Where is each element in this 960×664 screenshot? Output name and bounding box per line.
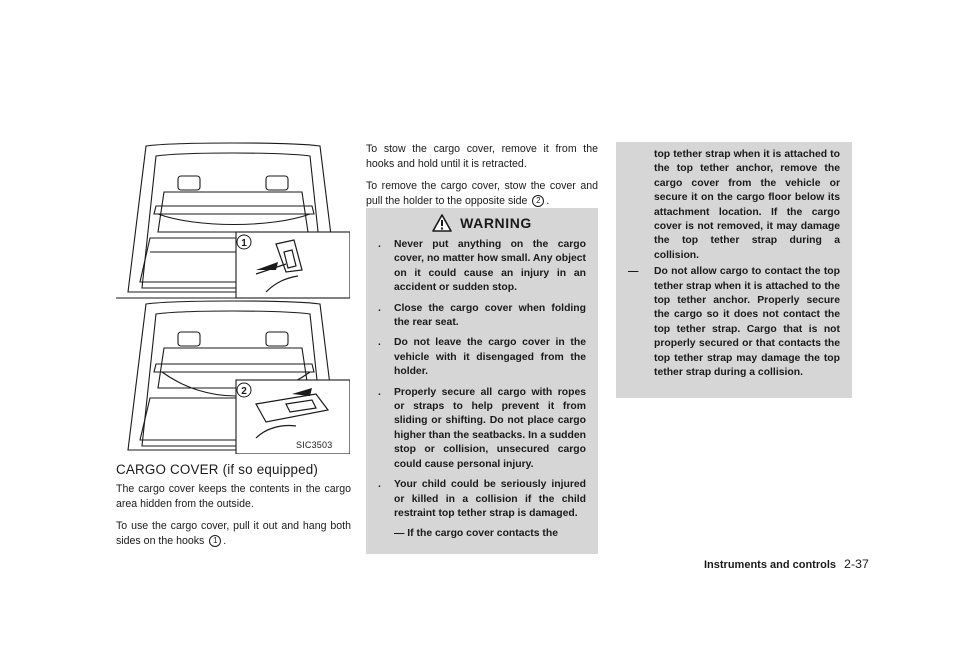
warning-title: WARNING bbox=[366, 208, 598, 238]
left-paragraph-2: To use the cargo cover, pull it out and hang both sides on the hooks 1 . bbox=[116, 520, 351, 547]
warning-box bbox=[366, 208, 598, 554]
ref-2-icon: 2 bbox=[532, 195, 544, 207]
page-footer bbox=[704, 557, 869, 571]
callout-1: 1 bbox=[241, 238, 247, 249]
warning-subitem-start: — If the cargo cover contacts the bbox=[394, 528, 558, 540]
footer-section: Instruments and controls bbox=[704, 559, 837, 571]
left-column bbox=[116, 482, 351, 556]
page-number: 2-37 bbox=[844, 557, 869, 571]
warning-list bbox=[366, 238, 598, 542]
callout-2-badge bbox=[237, 383, 251, 397]
warning-icon bbox=[432, 214, 452, 232]
warning-item: . Do not leave the cargo cover in the vehicle with it disengaged from the holder. bbox=[378, 337, 586, 378]
warning-subitem-continued: top tether strap when it is attached to the top tether anchor, remove the cargo cover from the vehicle or secure it on the cargo floor below its attachment location. If the cargo cover is not removed, it may damage the top tether strap during a collision. bbox=[654, 149, 840, 261]
warning-item: . Properly secure all cargo with ropes or straps to help prevent it from sliding or shifting. Do not place cargo higher than the seatbacks. In a sudden stop or collision, unsecured cargo could cause personal injury. bbox=[378, 386, 586, 470]
warning-subitem-2: — Do not allow cargo to contact the top tether strap when it is attached to the top tether anchor. Properly secure the cargo so it does not contact the top tether strap. Cargo that is not properly secured or that contacts the top tether strap may damage the top tether strap during a collision. bbox=[628, 266, 840, 379]
warning-item: . Close the cargo cover when folding the rear seat. bbox=[378, 302, 586, 329]
ref-1-icon: 1 bbox=[209, 535, 221, 547]
figure-code: SIC3503 bbox=[296, 440, 333, 450]
cargo-illustration-svg bbox=[116, 142, 350, 454]
middle-paragraph-1: To stow the cargo cover, remove it from the hooks and hold until it is retracted. bbox=[366, 143, 598, 170]
cargo-cover-illustration bbox=[116, 142, 350, 454]
middle-column bbox=[366, 142, 598, 216]
warning-item: . Your child could be seriously injured or killed in a collision if the child restraint top tether strap is damaged. — If the cargo cover contacts the bbox=[378, 478, 586, 542]
warning-item: . Never put anything on the cargo cover, no matter how small. Any object on it could cause an injury in an accident or sudden stop. bbox=[378, 239, 586, 294]
left-paragraph-1: The cargo cover keeps the contents in the cargo area hidden from the outside. bbox=[116, 483, 351, 510]
callout-2: 2 bbox=[241, 386, 247, 397]
middle-paragraph-2: To remove the cargo cover, stow the cover and pull the holder to the opposite side 2 . bbox=[366, 180, 598, 207]
callout-1-badge bbox=[237, 235, 251, 249]
section-heading: CARGO COVER (if so equipped) bbox=[116, 462, 319, 477]
warning-box-continued bbox=[616, 142, 852, 398]
